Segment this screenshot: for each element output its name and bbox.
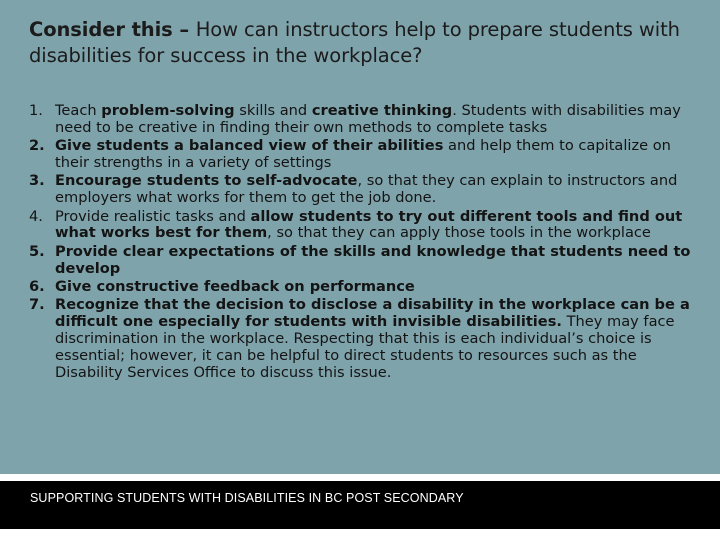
footer-bar bbox=[0, 481, 720, 529]
item-text: Teach bbox=[55, 102, 102, 119]
item-text: and help them to capitalize on their strengths in a variety of settings bbox=[55, 137, 671, 171]
title-question: How can instructors help to prepare students with disabilities for success in the workplace? bbox=[29, 18, 680, 67]
item-emphasis: Encourage students to self-advocate bbox=[55, 172, 358, 190]
list-item-6 bbox=[29, 279, 699, 296]
list-item-1 bbox=[29, 103, 699, 137]
item-emphasis: creative thinking bbox=[311, 102, 453, 119]
list-item-5 bbox=[29, 244, 699, 278]
item-emphasis: Recognize that the decision to disclose a disability in the workplace can be a difficult one especially for students with invisible disabilities. bbox=[55, 296, 690, 331]
item-text: , so that they can explain to instructors and employers what works for them to get the job done. bbox=[55, 172, 678, 207]
tips-list bbox=[29, 103, 699, 383]
item-number: 3. bbox=[29, 172, 45, 190]
item-number: 4. bbox=[29, 207, 43, 225]
item-text: , so that they can apply those tools in the workplace bbox=[267, 224, 651, 242]
item-emphasis: Provide clear expectations of the skills and knowledge that students need to develop bbox=[55, 242, 691, 277]
item-emphasis: Give students a balanced view of their abilities bbox=[55, 137, 444, 155]
slide-title bbox=[29, 17, 709, 69]
item-number: 5. bbox=[29, 242, 45, 260]
list-item-3 bbox=[29, 173, 699, 207]
list-item-7 bbox=[29, 297, 699, 381]
item-text: skills and bbox=[234, 102, 312, 119]
item-emphasis: problem-solving bbox=[101, 102, 235, 119]
item-number: 6. bbox=[29, 277, 45, 295]
item-number: 2. bbox=[29, 137, 45, 155]
list-item-4 bbox=[29, 209, 699, 243]
item-text: Provide realistic tasks and bbox=[55, 207, 251, 225]
list-item-2 bbox=[29, 138, 699, 172]
item-text: They may face discrimination in the workplace. Respecting that this is each individual’s choice is essential; however, it can be helpful to direct students to resources such as the Disability Services Office to discuss this issue. bbox=[55, 313, 675, 381]
item-emphasis: Give constructive feedback on performance bbox=[55, 277, 415, 295]
title-lead: Consider this – bbox=[29, 18, 196, 41]
footer-title: SUPPORTING STUDENTS WITH DISABILITIES IN BC POST SECONDARY bbox=[30, 491, 464, 505]
item-emphasis: allow students to try out different tools and find out what works best for them bbox=[55, 207, 683, 242]
item-number: 1. bbox=[29, 102, 43, 119]
item-text: . Students with disabilities may need to be creative in finding their own methods to complete tasks bbox=[55, 102, 681, 136]
item-number: 7. bbox=[29, 296, 45, 314]
